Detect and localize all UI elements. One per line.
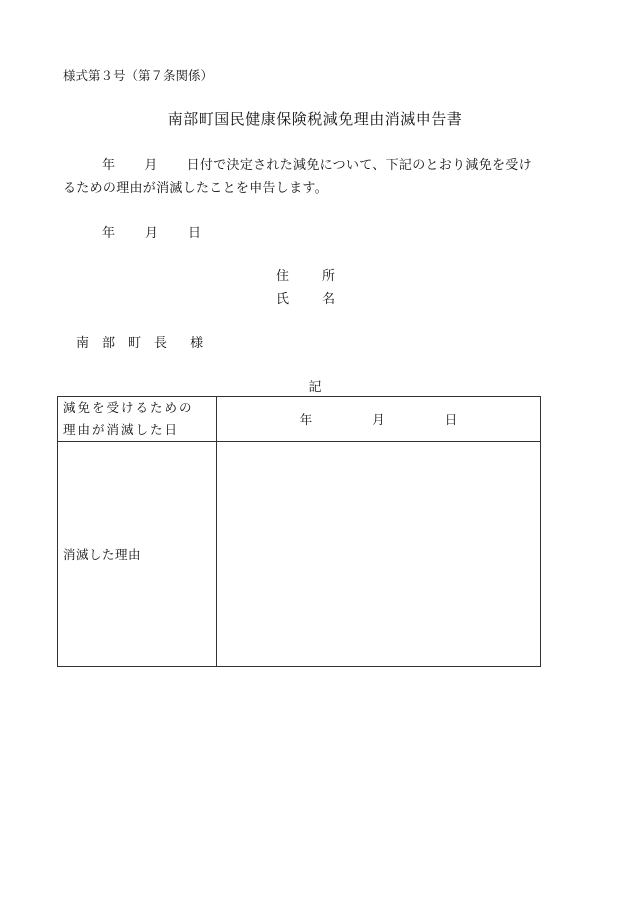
- name-field: [276, 288, 335, 307]
- name-label-part-2: 名: [322, 292, 336, 307]
- addressee-char-3: 町: [128, 336, 142, 351]
- form-number: 様式第３号（第７条関係）: [63, 68, 214, 83]
- end-date-year-label: 年: [299, 412, 313, 427]
- addressee: [76, 332, 203, 351]
- name-label-part-1: 氏: [276, 292, 290, 307]
- end-date-day-label: 日: [444, 412, 458, 427]
- statement-line-1-text: 日付で決定された減免について、下記のとおり減免を受け: [186, 158, 532, 173]
- address-label-part-2: 所: [322, 269, 336, 284]
- details-table: [57, 396, 541, 667]
- reason-value-cell[interactable]: [217, 442, 541, 667]
- address-label-part-1: 住: [276, 269, 290, 284]
- decision-year-label: 年: [102, 158, 116, 173]
- addressee-char-2: 部: [102, 336, 116, 351]
- filing-date: [102, 222, 201, 241]
- statement-line-1: [102, 154, 532, 173]
- document-title: 南部町国民健康保険税減免理由消滅申告書: [167, 110, 463, 128]
- end-date-label-cell: [58, 397, 217, 442]
- table-row: [58, 397, 541, 442]
- decision-month-label: 月: [144, 158, 158, 173]
- addressee-honorific: 様: [190, 336, 204, 351]
- addressee-char-1: 南: [76, 336, 90, 351]
- end-date-value-cell[interactable]: [217, 397, 541, 442]
- filing-year-label: 年: [102, 226, 116, 241]
- addressee-char-4: 長: [154, 336, 168, 351]
- notes-heading: 記: [308, 380, 322, 395]
- end-date-label-line-2: 理由が消滅した日: [63, 422, 180, 437]
- filing-day-label: 日: [188, 226, 202, 241]
- end-date-month-label: 月: [372, 412, 385, 427]
- filing-month-label: 月: [145, 226, 159, 241]
- table-row: [58, 442, 541, 667]
- reason-label-cell: 消滅した理由: [58, 442, 217, 667]
- address-field: [276, 265, 335, 284]
- statement-line-2: るための理由が消滅したことを申告します。: [63, 181, 328, 196]
- end-date-label-line-1: 減免を受けるための: [63, 400, 194, 415]
